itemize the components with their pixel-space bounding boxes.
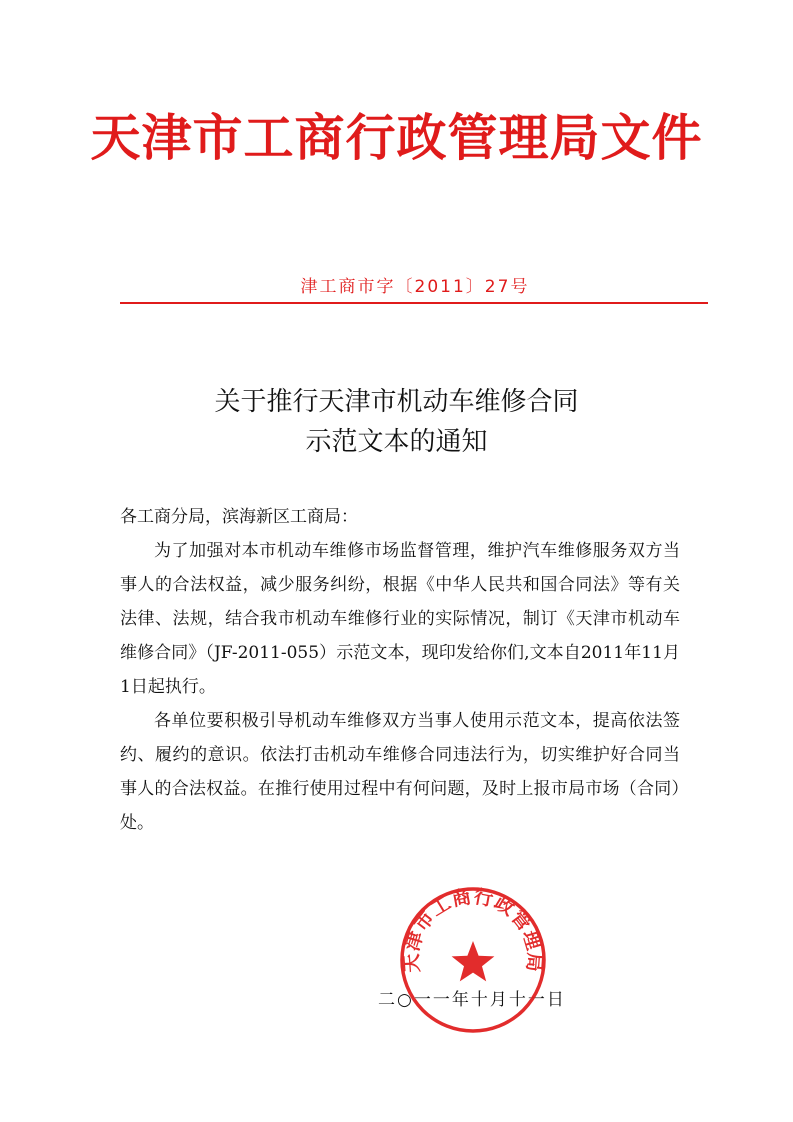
document-header-title: 天津市工商行政管理局文件 — [90, 108, 703, 167]
notice-title-line-2: 示范文本的通知 — [305, 427, 488, 457]
official-seal-icon — [398, 885, 548, 1035]
notice-body — [120, 500, 680, 840]
notice-title-line-1: 关于推行天津市机动车维修合同 — [214, 387, 579, 417]
svg-text:天津市工商行政管理局: 天津市工商行政管理局 — [400, 885, 546, 974]
body-paragraph-2: 各单位要积极引导机动车维修双方当事人使用示范文本，提高依法签约、履约的意识。依法打击机动车维修合同违法行为，切实维护好合同当事人的合法权益。在推行使用过程中有何问题，及时上报市局市场（合同）处。 — [120, 711, 680, 833]
seal-star-icon — [452, 941, 495, 981]
notice-title — [0, 382, 793, 462]
issue-date: 二○一一年十月十一日 — [378, 990, 566, 1010]
body-paragraph-1: 为了加强对本市机动车维修市场监督管理，维护汽车维修服务双方当事人的合法权益，减少服务纠纷，根据《中华人民共和国合同法》等有关法律、法规，结合我市机动车维修行业的实际情况，制订《天津市机动车维修合同》（JF-2011-055）示范文本，现印发给你们,文本自2011年11月1日起执行。 — [120, 541, 680, 697]
salutation: 各工商分局，滨海新区工商局： — [120, 507, 358, 527]
red-divider-line — [120, 302, 708, 304]
document-number: 津工商市字〔2011〕27号 — [300, 277, 530, 297]
